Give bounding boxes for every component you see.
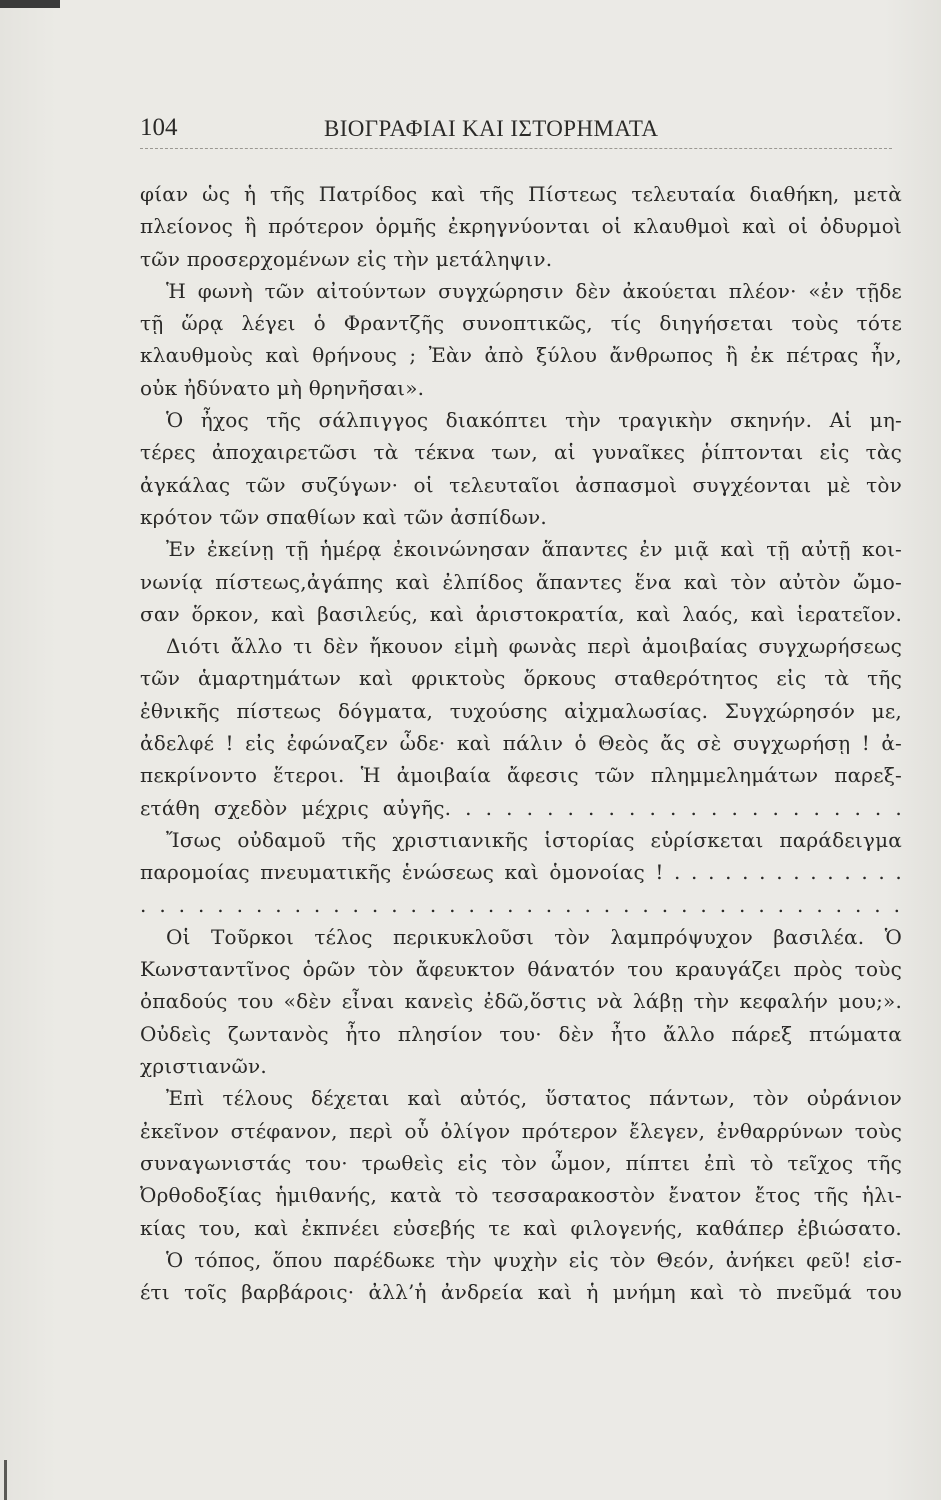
text-line: Ἴσως οὐδαμοῦ τῆς χριστιανικῆς ἱστορίας εὑρίσκεται παράδειγμα (166, 827, 902, 852)
text-line: κίας του, καὶ ἐκπνέει εὐσεβής τε καὶ φιλογενής, καθάπερ ἐβιώσατο. (140, 1215, 902, 1240)
text-line: Ἡ φωνὴ τῶν αἰτούντων συγχώρησιν δὲν ἀκούεται πλέον· «ἐν τῇδε (166, 278, 902, 303)
text-line: ὀπαδούς του «δὲν εἶναι κανεὶς ἐδῶ,ὅστις νὰ λάβῃ τὴν κεφαλήν μου;». (140, 989, 902, 1014)
text-line: ετάθη σχεδὸν μέχρις αὐγῆς. . . . . . . . . . . . . . . . . . . . . . . (140, 795, 902, 820)
text-line: κρότον τῶν σπαθίων καὶ τῶν ἀσπίδων. (140, 504, 547, 529)
text-line: πλείονος ἢ πρότερον ὁρμῆς ἐκρηγνύονται οἱ κλαυθμοὶ καὶ οἱ ὀδυρμοὶ (140, 214, 902, 239)
running-title: ΒΙΟΓΡΑΦΙΑΙ ΚΑΙ ΙΣΤΟΡΗΜΑΤΑ (324, 116, 659, 141)
text-line: τῶν ἁμαρτημάτων καὶ φρικτοὺς ὅρκους σταθερότητος εἰς τὰ τῆς (140, 666, 902, 691)
text-line: κλαυθμοὺς καὶ θρήνους ; Ἐὰν ἀπὸ ξύλου ἄνθρωπος ἢ ἐκ πέτρας ἦν, (140, 343, 902, 368)
page-header (140, 112, 892, 149)
text-line: Ὀρθοδοξίας ἡμιθανής, κατὰ τὸ τεσσαρακοστὸν ἔνατον ἔτος τῆς ἡλι- (140, 1183, 902, 1208)
text-line: φίαν ὡς ἡ τῆς Πατρίδος καὶ τῆς Πίστεως τελευταία διαθήκη, μετὰ (140, 182, 902, 206)
text-line: χριστιανῶν. (140, 1054, 267, 1079)
text-line: Ἐπὶ τέλους δέχεται καὶ αὐτός, ὕστατος πάντων, τὸν οὐράνιον (166, 1086, 902, 1111)
text-line: Οὐδεὶς ζωντανὸς ἦτο πλησίον του· δὲν ἦτο ἄλλο πάρεξ πτώματα (140, 1021, 902, 1046)
text-line: Κωνσταντῖνος ὁρῶν τὸν ἄφευκτον θάνατόν του κραυγάζει πρὸς τοὺς (140, 957, 902, 982)
dotted-separator: . . . . . . . . . . . . . . . . . . . . . . . . . . . . . . . . . . . . . . . . (140, 892, 902, 917)
text-line: τέρες ἀποχαιρετῶσι τὰ τέκνα των, αἱ γυναῖκες ῥίπτονται εἰς τὰς (140, 440, 902, 465)
text-line: παρομοίας πνευματικῆς ἑνώσεως καὶ ὁμονοίας ! . . . . . . . . . . . . . . (140, 860, 902, 885)
text-line: ἀγκάλας τῶν συζύγων· οἱ τελευταῖοι ἀσπασμοὶ συγχέονται μὲ τὸν (140, 472, 902, 497)
text-line: νωνίᾳ πίστεως,ἀγάπης καὶ ἐλπίδος ἅπαντες ἕνα καὶ τὸν αὐτὸν ὤμο- (140, 569, 902, 594)
text-line: συναγωνιστάς του· τρωθεὶς εἰς τὸν ὦμον, πίπτει ἐπὶ τὸ τεῖχος τῆς (140, 1150, 902, 1175)
text-line: ἐθνικῆς πίστεως δόγματα, τυχούσης αἰχμαλωσίας. Συγχώρησόν με, (140, 698, 902, 723)
text-line: τῇ ὥρᾳ λέγει ὁ Φραντζῆς συνοπτικῶς, τίς διηγήσεται τοὺς τότε (140, 311, 902, 336)
scan-edge-mark (4, 1460, 7, 1500)
text-line: Ὁ ἦχος τῆς σάλπιγγος διακόπτει τὴν τραγικὴν σκηνήν. Αἱ μη- (166, 408, 902, 433)
text-line: πεκρίνοντο ἕτεροι. Ἡ ἀμοιβαία ἄφεσις τῶν πλημμελημάτων παρεξ- (140, 763, 902, 788)
text-line: Ὁ τόπος, ὅπου παρέδωκε τὴν ψυχὴν εἰς τὸν Θεόν, ἀνήκει φεῦ! εἰσ- (166, 1247, 902, 1272)
scan-edge-shadow (0, 0, 60, 8)
text-line: τῶν προσερχομένων εἰς τὴν μετάληψιν. (140, 246, 553, 271)
text-line: Οἱ Τοῦρκοι τέλος περικυκλοῦσι τὸν λαμπρόψυχον βασιλέα. Ὁ (166, 924, 902, 949)
text-line: ἀδελφέ ! εἰς ἐφώναζεν ὧδε· καὶ πάλιν ὁ Θεὸς ἄς σὲ συγχωρήσῃ ! ἀ- (140, 731, 902, 756)
text-line: έτι τοῖς βαρβάροις· ἀλλ’ἡ ἀνδρεία καὶ ἡ μνήμη καὶ τὸ πνεῦμά του (140, 1280, 902, 1305)
text-line: οὐκ ἠδύνατο μὴ θρηνῆσαι». (140, 375, 425, 400)
text-line: Διότι ἄλλο τι δὲν ἤκουον εἰμὴ φωνὰς περὶ ἀμοιβαίας συγχωρήσεως (166, 634, 902, 659)
body-text (140, 178, 902, 1308)
text-line: Ἐν ἐκείνῃ τῇ ἡμέρᾳ ἐκοινώνησαν ἅπαντες ἐν μιᾷ καὶ τῇ αὐτῇ κοι- (166, 537, 902, 562)
text-line: σαν ὅρκον, καὶ βασιλεύς, καὶ ἀριστοκρατία, καὶ λαός, καὶ ἱερατεῖον. (140, 601, 902, 626)
text-line: ἐκεῖνον στέφανον, περὶ οὗ ὀλίγον πρότερον ἔλεγεν, ἐνθαρρύνων τοὺς (140, 1118, 902, 1143)
page-number: 104 (140, 114, 178, 141)
